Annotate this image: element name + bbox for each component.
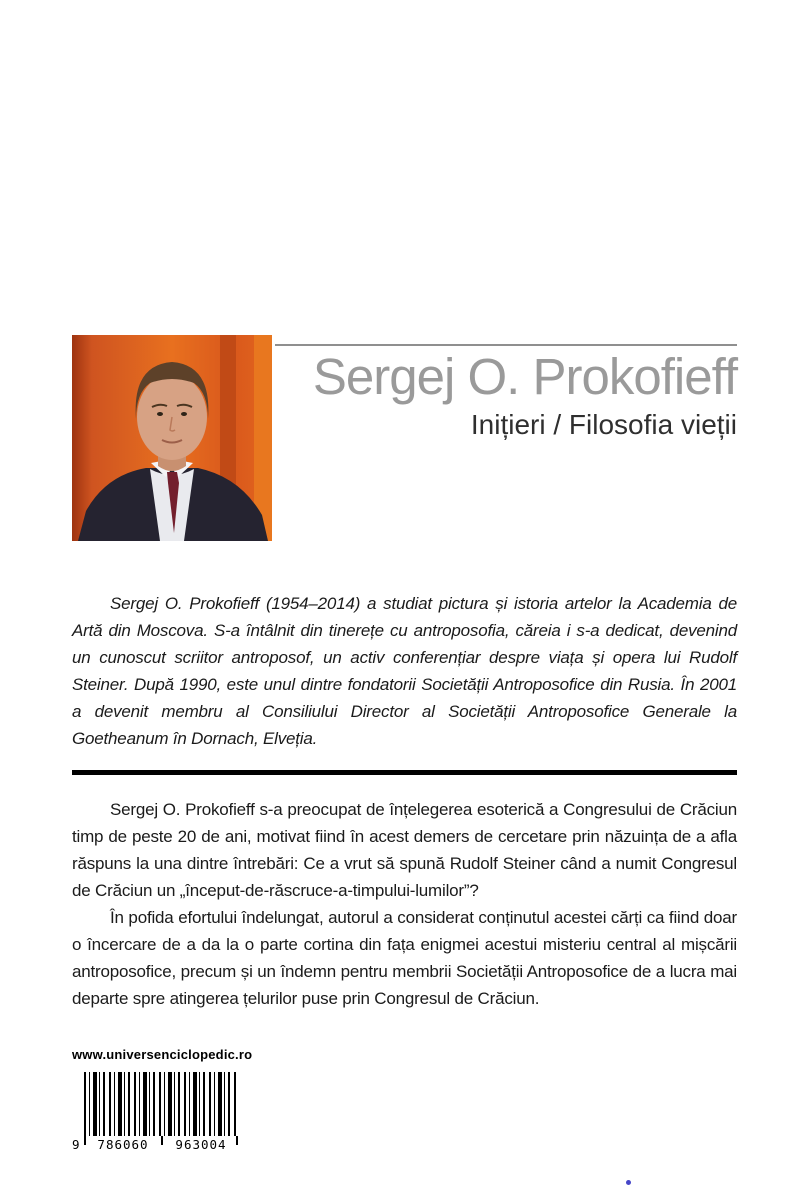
barcode-bars [84, 1072, 238, 1136]
publisher-url: www.universenciclopedic.ro [72, 1047, 253, 1062]
masthead [275, 344, 737, 440]
barcode-digit-left: 9 [72, 1137, 80, 1152]
book-description [72, 796, 737, 1012]
author-bio-paragraph: Sergej O. Prokofieff (1954–2014) a studiat pictura și istoria artelor la Academia de Artă din Moscova. S-a întâlnit din tinerețe cu antroposofia, căreia i s-a dedicat, devenind un cunoscut scriitor antroposof, un activ conferențiar despre viața și opera lui Rudolf Steiner. După 1990, este unul dintre fondatorii Societății Antroposofice din Rusia. În 2001 a devenit membru al Consiliului Director al Societății Antroposofice Generale la Goetheanum în Dornach, Elveția. [72, 594, 737, 748]
corner-dot [626, 1180, 631, 1185]
book-title-subtitle: Inițieri / Filosofia vieții [470, 408, 737, 440]
section-divider [72, 770, 737, 775]
barcode-group-2: 963004 [175, 1137, 227, 1152]
description-paragraph-1: Sergej O. Prokofieff s-a preocupat de înțelegerea esoterică a Congresului de Crăciun timp de peste 20 de ani, motivat fiind în acest demers de cercetare prin năzuința de a afla răspuns la una dintre întrebări: Ce a vrut să spună Rudolf Steiner când a numit Congresul de Crăciun un „început-de-răscruce-a-timpului-lumilor”? [72, 800, 737, 900]
masthead-rule [275, 344, 737, 346]
barcode-group-1: 786060 [97, 1137, 149, 1152]
barcode-guard-bar [84, 1136, 86, 1145]
author-portrait-illustration [72, 335, 272, 541]
description-paragraph-2: În pofida efortului îndelungat, autorul a considerat conținutul acestei cărți ca fiind doar o încercare de a da la o parte cortina din fața enigmei acestui misteriu central al mișcării antroposofice, precum și un îndemn pentru membrii Societății Antroposofice de a lucra mai departe spre atingerea țelurilor puse prin Congresul de Crăciun. [72, 908, 737, 1008]
barcode [72, 1072, 240, 1152]
barcode-number [72, 1137, 240, 1152]
barcode-guard-bar [161, 1136, 163, 1145]
barcode-guard-bar [236, 1136, 238, 1145]
author-photo [72, 335, 272, 541]
author-name-title: Sergej O. Prokofieff [312, 348, 737, 405]
